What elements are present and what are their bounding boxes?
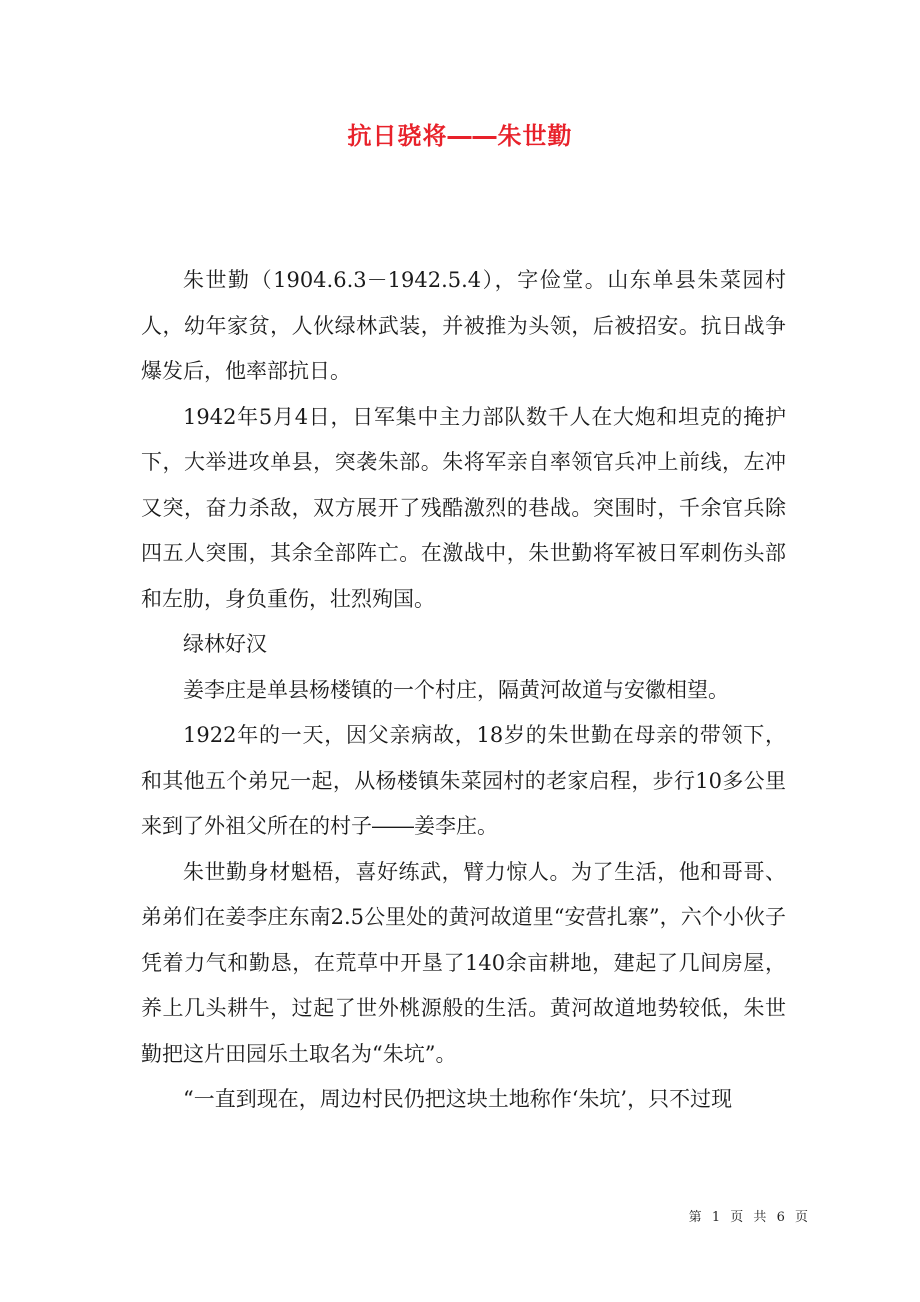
document-body — [141, 258, 786, 1123]
footer-total-pages: 6 — [776, 1210, 785, 1225]
paragraph: “一直到现在，周边村民仍把这块土地称作‘朱坑’，只不过现 — [183, 1087, 733, 1111]
footer-prefix: 第 — [688, 1210, 702, 1225]
footer-total-prefix: 共 — [753, 1210, 767, 1225]
section-heading: 绿林好汉 — [183, 632, 267, 656]
paragraph: 1942年5月4日，日军集中主力部队数千人在大炮和坦克的掩护下，大举进攻单县，突袭朱部。朱将军亲自率领官兵冲上前线，左冲又突，奋力杀敌，双方展开了残酷激烈的巷战。突围时，千余官兵除四五人突围，其余全部阵亡。在激战中，朱世勤将军被日军刺伤头部和左肋，身负重伤，壮烈殉国。 — [141, 404, 786, 611]
paragraph: 1922年的一天，因父亲病故，18岁的朱世勤在母亲的带领下，和其他五个弟兄一起，从杨楼镇朱菜园村的老家启程，步行10多公里来到了外祖父所在的村子――姜李庄。 — [141, 723, 786, 838]
footer-total-unit: 页 — [794, 1210, 808, 1225]
paragraph: 朱世勤身材魁梧，喜好练武，臂力惊人。为了生活，他和哥哥、弟弟们在姜李庄东南2.5公里处的黄河故道里“安营扎寨”，六个小伙子凭着力气和勤恳，在荒草中开垦了140余亩耕地，建起了几间房屋，养上几头耕牛，过起了世外桃源般的生活。黄河故道地势较低，朱世勤把这片田园乐土取名为“朱坑”。 — [141, 859, 786, 1066]
footer-page-number: 1 — [711, 1210, 721, 1225]
document-title: 抗日骁将――朱世勤 — [347, 122, 573, 150]
page-footer — [0, 1206, 810, 1225]
paragraph: 朱世勤（1904.6.3－1942.5.4），字俭堂。山东单县朱菜园村人，幼年家贫，人伙绿林武装，并被推为头领，后被招安。抗日战争爆发后，他率部抗日。 — [141, 268, 786, 383]
footer-page-unit: 页 — [730, 1210, 744, 1225]
paragraph: 姜李庄是单县杨楼镇的一个村庄，隔黄河故道与安徽相望。 — [183, 677, 729, 702]
